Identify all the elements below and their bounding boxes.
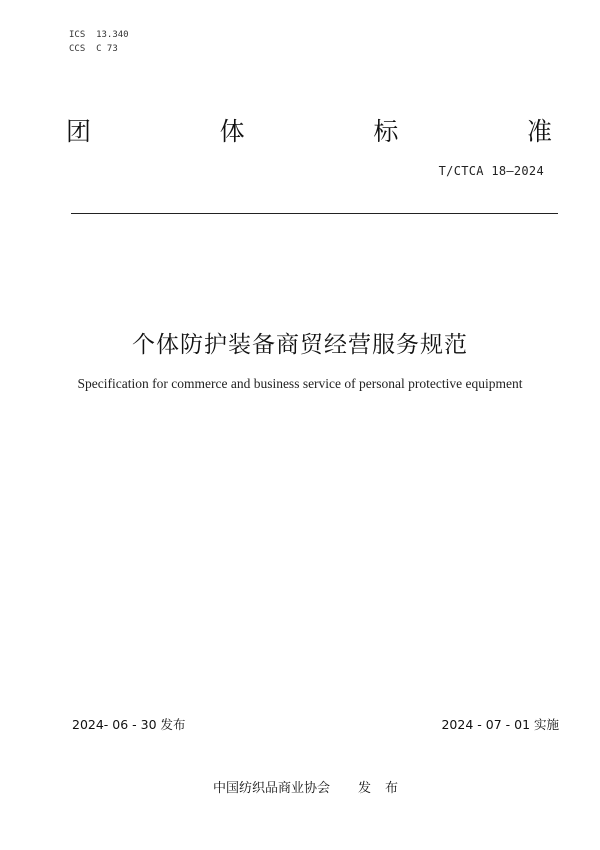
document-title-english: Specification for commerce and business service of personal protective equipment (77, 376, 523, 391)
standard-type-char-3: 标 (373, 117, 399, 146)
publisher-line (213, 777, 412, 796)
issue-date: 2024- 06 - 30 发布 (72, 717, 186, 732)
standard-type-char-2: 体 (219, 117, 245, 146)
document-title-chinese: 个体防护装备商贸经营服务规范 (132, 332, 468, 358)
ccs-code: CCS C 73 (69, 44, 118, 54)
standard-type-char-4: 准 (526, 117, 552, 146)
publish-label: 发布 (358, 781, 413, 796)
standard-number: T/CTCA 18—2024 (438, 164, 544, 178)
ics-code: ICS 13.340 (69, 30, 129, 40)
implementation-date: 2024 - 07 - 01 实施 (441, 717, 559, 732)
classification-codes (69, 28, 129, 56)
publisher-name: 中国纺织品商业协会 (213, 781, 331, 796)
header-divider (71, 213, 558, 214)
standard-type-char-1: 团 (66, 117, 92, 146)
standard-type-heading (66, 112, 552, 152)
